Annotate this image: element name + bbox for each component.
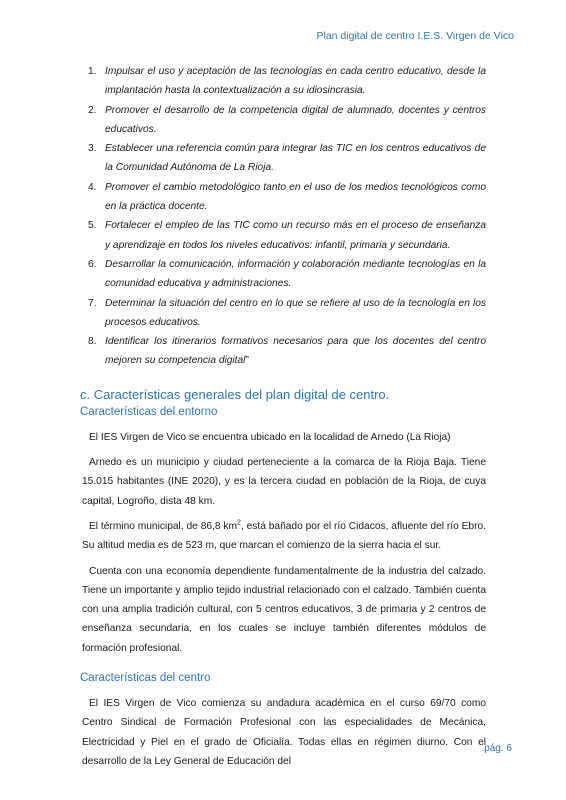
page-header: Plan digital de centro I.E.S. Virgen de Vico — [316, 30, 514, 42]
paragraph-text: El término municipal, de 86,8 km — [89, 520, 237, 532]
list-item-text: Fortalecer el empleo de las TIC como un recurso más en el proceso de enseñanza y aprendizaje en todos los niveles educativos: infantil, primaria y secundaria. — [105, 220, 486, 251]
list-item-text: Establecer una referencia común para integrar las TIC en los centros educativos de la Comunidad Autónoma de La Rioja. — [105, 143, 486, 174]
list-item — [82, 178, 486, 217]
list-number: 7. — [88, 297, 97, 309]
list-item — [82, 101, 486, 140]
section-heading: c. Características generales del plan digital de centro. — [80, 386, 390, 402]
list-item-text: Identificar los itinerarios formativos necesarios para que los docentes del centro mejoren su competencia digital — [105, 336, 486, 367]
list-item-text: Promover el cambio metodológico tanto en el uso de los medios tecnológicos como en la práctica docente. — [105, 181, 486, 213]
list-number: 4. — [88, 181, 97, 193]
page-number: pág. 6 — [484, 743, 512, 754]
paragraph: Cuenta con una economía dependiente fundamentalmente de la industria del calzado. Tiene un importante y amplio tejido industrial relacionado con el calzado. También cuenta con una amplia tradición cultural, con 5 centros educativos, 3 de primaria y 2 centros de enseñanza secundaria, en los cuales se incluye también diferentes módulos de formación profesional. — [82, 565, 486, 654]
superscript: 2 — [237, 519, 241, 527]
list-item — [82, 216, 486, 255]
list-number: 3. — [88, 143, 97, 155]
list-item — [82, 294, 486, 333]
paragraph: Arnedo es un municipio y ciudad perteneciente a la comarca de la Rioja Baja. Tiene 15.015 habitantes (INE 2020), y es la tercera ciudad en población de la Rioja, de cuya capital, Logroño, dista 48 km. — [82, 457, 486, 507]
list-item — [82, 139, 486, 178]
paragraph-text: , está bañado por el río Cidacos, afluente del río Ebro. Su altitud media es de 523 m, que marcan el comienzo de la sierra hacia el sur. — [82, 520, 486, 552]
list-item — [82, 255, 486, 294]
list-item — [82, 62, 486, 101]
list-number: 2. — [88, 104, 97, 116]
paragraph: El IES Virgen de Vico comienza su andadura académica en el curso 69/70 como Centro Sindical de Formación Profesional con las especialidades de Mecánica, Electricidad y Piel en el grado de Oficialía. Todas ellas en régimen diurno. Con el desarrollo de la Ley General de Educación del — [82, 698, 486, 767]
closing-quote: ” — [245, 355, 249, 367]
list-item — [82, 332, 486, 371]
list-item-text: Determinar la situación del centro en lo que se refiere al uso de la tecnología en los procesos educativos. — [105, 297, 486, 328]
paragraph — [82, 517, 486, 556]
list-item-text: Impulsar el uso y aceptación de las tecnologías en cada centro educativo, desde la implantación hasta la contextualización a su idiosincrasia. — [105, 66, 486, 97]
subsection-heading-centro: Características del centro — [80, 672, 211, 685]
paragraph: El IES Virgen de Vico se encuentra ubicado en la localidad de Arnedo (La Rioja) — [89, 431, 451, 443]
subsection-heading-entorno: Características del entorno — [80, 405, 218, 418]
list-number: 1. — [88, 66, 97, 77]
document-body — [82, 62, 486, 771]
objectives-list — [82, 62, 486, 371]
list-number: 6. — [88, 258, 97, 270]
list-number: 5. — [88, 220, 97, 232]
list-item-text: Promover el desarrollo de la competencia digital de alumnado, docentes y centros educativos. — [105, 104, 486, 135]
list-item-text: Desarrollar la comunicación, información y colaboración mediante tecnologías en la comunidad educativa y administraciones. — [105, 258, 486, 290]
list-number: 8. — [88, 336, 97, 348]
